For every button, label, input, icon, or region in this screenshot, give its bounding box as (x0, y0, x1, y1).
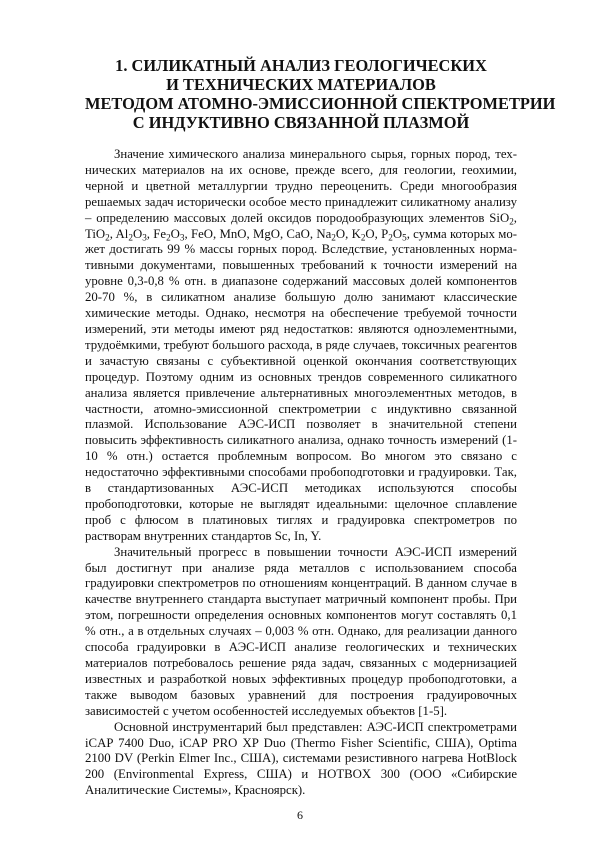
paragraph-1: Значение химического анализа минерального сырья, горных пород, технических материалов на их основе, прежде всего, для геологии, геохимии, черной и цветной металлургии трудно переоценить. Среди многообразия решаемых задач исторически особое место принадлежит силикатному анализу – определению массовых долей оксидов породообразующих элементов SiO$_2$, TiO$_2$, $Al_2O_3$, $Fe_2O_3$, FeO, MnO, MgO, CaO, $Na_2O$, $K_2O$, $P_2O_5$, сумма которых может достигать 99 % массы горных пород. Вследствие, установленных нормативными документами, повышенных требований к точности измерений на уровне 0,3-0,8 % отн. в диапазоне содержаний массовых долей компонентов 20-70 %, в силикатном анализе большую долю занимают классические химические методы. Однако, несмотря на обеспечение требуемой точности измерений, эти методы имеют ряд недостатков: являются одноэлементными, трудоёмкими, требуют большого расхода, в ряде случаев, токсичных реагентов и зачастую связаны с субъективной оценкой окончания соответствующих процедур. Поэтому одним из основных трендов современного силикатного анализа является привлечение альтернативных многоэлементных методов, в частности, атомно-эмиссионной спектрометрии с индуктивно связанной плазмой. Использование АЭС-ИСП позволяет в значительной степени повысить эффективность силикатного анализа, однако точность измерений (1-10 % отн.) остается проблемным вопросом. Во многом это связано с недостаточно эффективными способами пробоподготовки и градуировки. Так, в стандартизованных АЭС-ИСП методиках используются способы пробоподготовки, которые не выглядят идеальными: щелочное сплавление проб с флюсом в платиновых тиглях и градуировка спектрометров по растворам внутренних стандартов Sc, In, Y. (85, 147, 517, 543)
chapter-body (85, 147, 517, 799)
paragraph-2: Значительный прогресс в повышении точности АЭС-ИСП измерений был достигнут при анализе ряда металлов с использованием способа градуировки спектрометров по отношениям концентраций. В данном случае в качестве внутреннего стандарта выступает матричный компонент пробы. При этом, погрешности определения основных компонентов могут составлять 0,1 % отн., а в отдельных случаях – 0,003 % отн. Однако, для реализации данного способа градуировки в АЭС-ИСП анализе геологических и технических материалов потребовалось решение ряда задач, связанных с модернизацией известных и разработкой новых эффективных процедур пробоподготовки, а также выводом базовых уравнений для построения градуировочных зависимостей с учетом особенностей исследуемых объектов [1-5]. (85, 544, 517, 718)
title-line-1: 1. СИЛИКАТНЫЙ АНАЛИЗ ГЕОЛОГИЧЕСКИХ (115, 56, 487, 75)
paragraph-3: Основной инструментарий был представлен: АЭС-ИСП спектрометрами iCAP 7400 Duo, iCAP PRO XP Duo (Thermo Fisher Scientific, США), Optima 2100 DV (Perkin Elmer Inc., США), системами резистивного нагрева HotBlock 200 (Environmental Express, США) и HOTBOX 300 (ООО «Сибирские Аналитические Системы», Красноярск). (85, 719, 517, 798)
title-line-4: С ИНДУКТИВНО СВЯЗАННОЙ ПЛАЗМОЙ (132, 113, 470, 132)
title-line-2: И ТЕХНИЧЕСКИХ МАТЕРИАЛОВ (166, 75, 436, 94)
title-line-3: МЕТОДОМ АТОМНО-ЭМИССИОННОЙ СПЕКТРОМЕТРИИ (85, 94, 556, 113)
page-number: 6 (297, 808, 303, 822)
chapter-title (85, 56, 556, 132)
